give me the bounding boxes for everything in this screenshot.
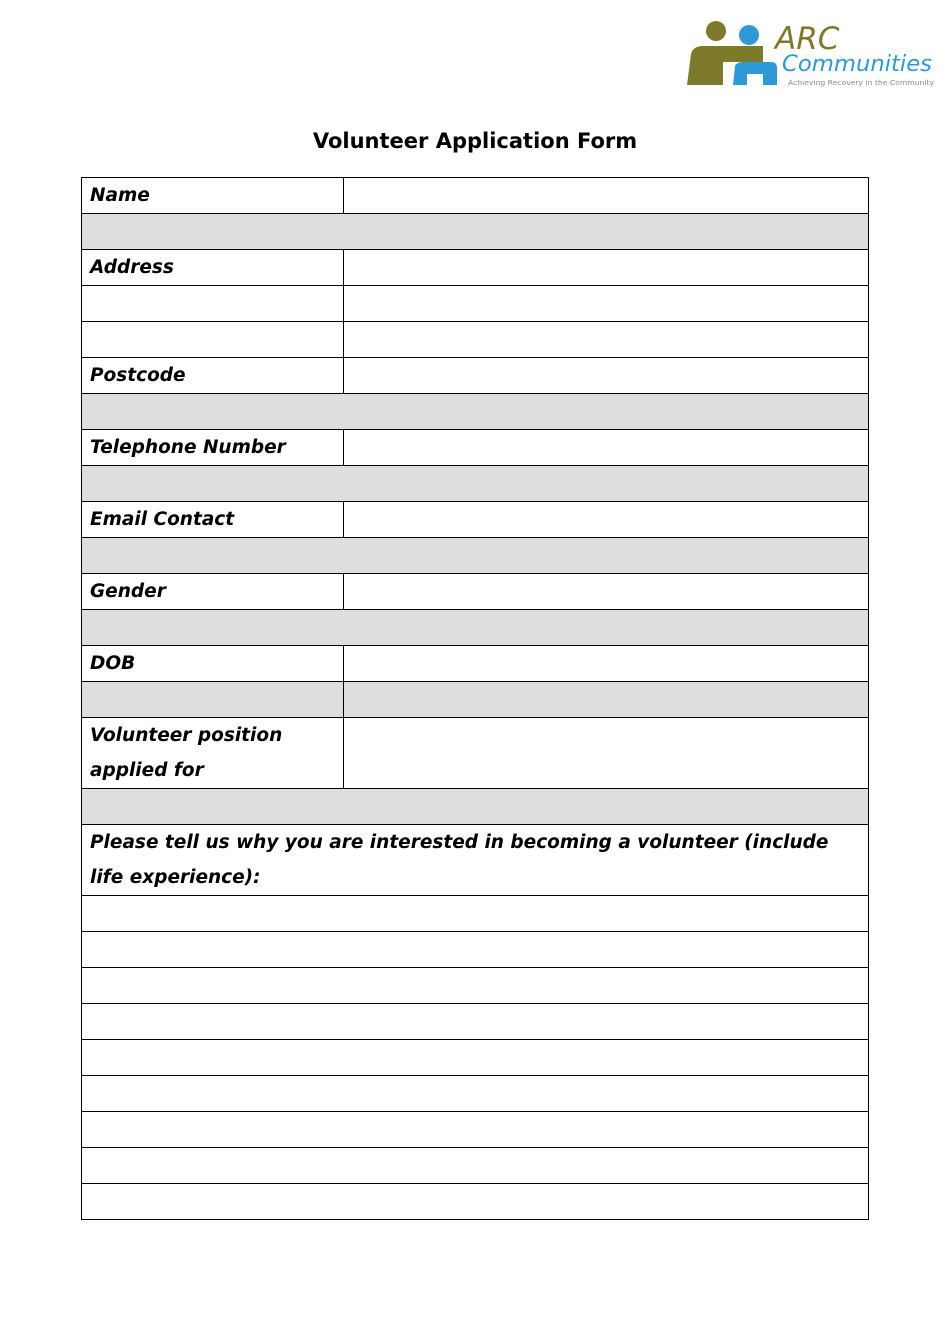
spacer-cell [344,538,869,574]
dob-row [82,646,869,682]
spacer-row [82,538,869,574]
logo-figure-blue-body [733,62,777,85]
gender-row [82,574,869,610]
address-label-cell-blank [82,286,344,322]
spacer-row [82,214,869,250]
interest-answer-line [82,1004,869,1040]
interest-answer-field-8[interactable] [82,1148,869,1184]
postcode-label: Postcode [82,358,344,394]
interest-answer-field-3[interactable] [82,968,869,1004]
gender-field[interactable] [344,574,869,610]
name-field[interactable] [344,178,869,214]
spacer-row [82,394,869,430]
interest-answer-line [82,932,869,968]
telephone-field[interactable] [344,430,869,466]
interest-answer-line [82,1040,869,1076]
interest-answer-field-2[interactable] [82,932,869,968]
spacer-cell [82,610,344,646]
spacer-cell [82,682,344,718]
interest-answer-line [82,1148,869,1184]
page-title: Volunteer Application Form [312,129,638,153]
interest-prompt-row [82,825,869,896]
address-line-2-field[interactable] [344,286,869,322]
spacer-cell [82,214,344,250]
interest-answer-line [82,896,869,932]
interest-answer-line [82,968,869,1004]
spacer-row [82,610,869,646]
arc-communities-logo [685,18,937,90]
spacer-cell [82,394,344,430]
interest-answer-field-7[interactable] [82,1112,869,1148]
position-field[interactable] [344,718,869,789]
interest-prompt: Please tell us why you are interested in becoming a volunteer (include life experience): [82,825,869,896]
address-label: Address [82,250,344,286]
telephone-row [82,430,869,466]
logo-tagline: Achieving Recovery in the Community [788,79,934,87]
logo-figure-olive-head [706,21,726,41]
logo-figure-blue-head [739,25,759,45]
spacer-row-split [82,682,869,718]
dob-field[interactable] [344,646,869,682]
email-row [82,502,869,538]
position-row [82,718,869,789]
spacer-cell [82,466,344,502]
telephone-label: Telephone Number [82,430,344,466]
spacer-row [82,466,869,502]
address-label-cell-blank [82,322,344,358]
email-label: Email Contact [82,502,344,538]
position-label: Volunteer position applied for [82,718,344,789]
interest-answer-line [82,1112,869,1148]
dob-label: DOB [82,646,344,682]
interest-answer-line [82,1184,869,1220]
spacer-cell [344,610,869,646]
interest-answer-field-4[interactable] [82,1004,869,1040]
postcode-field[interactable] [344,358,869,394]
gender-label: Gender [82,574,344,610]
name-row [82,178,869,214]
address-row [82,250,869,286]
spacer-cell [344,466,869,502]
spacer-cell [82,538,344,574]
spacer-cell [344,682,869,718]
postcode-row [82,358,869,394]
volunteer-application-table [81,177,869,1220]
interest-answer-field-6[interactable] [82,1076,869,1112]
logo-graphic [685,18,937,90]
spacer-cell [344,214,869,250]
name-label: Name [82,178,344,214]
email-field[interactable] [344,502,869,538]
address-line-3-field[interactable] [344,322,869,358]
logo-communities-text: Communities [782,52,932,77]
spacer-cell [82,789,344,825]
logo-arc-text: ARC [775,21,840,57]
spacer-row [82,789,869,825]
spacer-cell [344,789,869,825]
interest-answer-field-5[interactable] [82,1040,869,1076]
interest-answer-line [82,1076,869,1112]
interest-answer-field-1[interactable] [82,896,869,932]
interest-answer-field-9[interactable] [82,1184,869,1220]
address-line-1-field[interactable] [344,250,869,286]
address-row-2 [82,286,869,322]
address-row-3 [82,322,869,358]
spacer-cell [344,394,869,430]
